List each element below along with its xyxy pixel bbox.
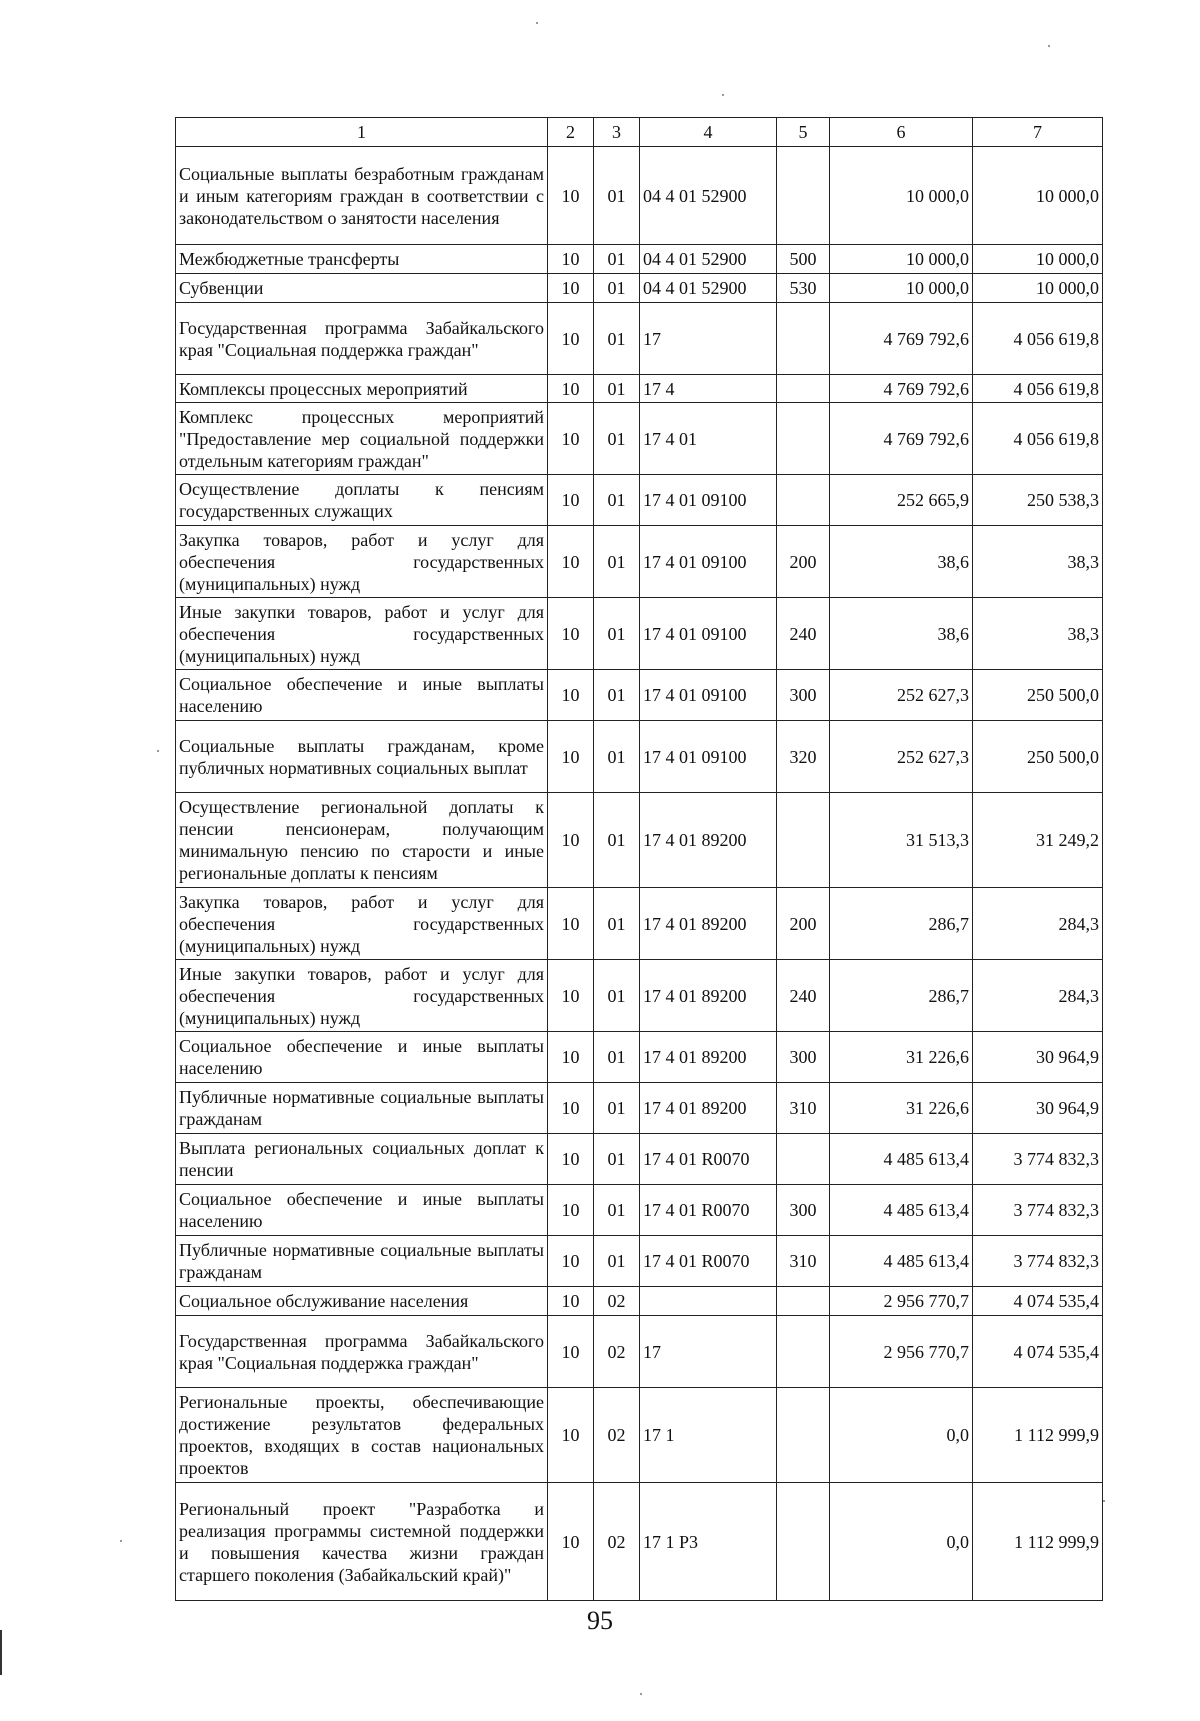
- expense-type-code: [777, 1388, 830, 1483]
- expense-type-code: [777, 1483, 830, 1601]
- subsection-code: 01: [594, 1236, 640, 1287]
- amount-year-2: 1 112 999,9: [973, 1483, 1103, 1601]
- amount-year-2: 10 000,0: [973, 147, 1103, 245]
- amount-year-1: 4 485 613,4: [830, 1236, 973, 1287]
- item-name: Социальные выплаты безработным гражданам и иным категориям граждан в соответствии с законодательством о занятости населения: [176, 147, 548, 245]
- subsection-code: 01: [594, 1134, 640, 1185]
- item-name: Региональный проект "Разработка и реализация программы системной поддержки и повышения качества жизни граждан старшего поколения (Забайкальский край)": [176, 1483, 548, 1601]
- section-code: 10: [548, 375, 594, 403]
- section-code: 10: [548, 526, 594, 598]
- expense-type-code: 240: [777, 960, 830, 1032]
- table-row: [176, 1388, 1103, 1483]
- amount-year-1: 10 000,0: [830, 274, 973, 303]
- item-name: Государственная программа Забайкальского края "Социальная поддержка граждан": [176, 303, 548, 375]
- table-row: [176, 960, 1103, 1032]
- column-header-5: 5: [777, 118, 830, 147]
- amount-year-2: 3 774 832,3: [973, 1134, 1103, 1185]
- amount-year-1: 286,7: [830, 960, 973, 1032]
- expense-type-code: 200: [777, 526, 830, 598]
- amount-year-1: 2 956 770,7: [830, 1287, 973, 1316]
- subsection-code: 02: [594, 1287, 640, 1316]
- table-row: [176, 1032, 1103, 1083]
- subsection-code: 01: [594, 721, 640, 793]
- amount-year-2: 3 774 832,3: [973, 1185, 1103, 1236]
- expense-type-code: [777, 475, 830, 526]
- target-article-code: 17: [640, 303, 777, 375]
- target-article-code: 04 4 01 52900: [640, 274, 777, 303]
- subsection-code: 01: [594, 888, 640, 960]
- section-code: 10: [548, 1083, 594, 1134]
- scan-speck: [722, 94, 724, 96]
- amount-year-2: 284,3: [973, 960, 1103, 1032]
- item-name: Субвенции: [176, 274, 548, 303]
- section-code: 10: [548, 1287, 594, 1316]
- table-row: [176, 403, 1103, 475]
- table-row: [176, 1083, 1103, 1134]
- amount-year-1: 10 000,0: [830, 147, 973, 245]
- target-article-code: 17 4: [640, 375, 777, 403]
- section-code: 10: [548, 960, 594, 1032]
- section-code: 10: [548, 793, 594, 888]
- expense-type-code: 300: [777, 1185, 830, 1236]
- item-name: Осуществление региональной доплаты к пенсии пенсионерам, получающим минимальную пенсию по старости и иные региональные доплаты к пенсиям: [176, 793, 548, 888]
- amount-year-1: 4 485 613,4: [830, 1185, 973, 1236]
- item-name: Закупка товаров, работ и услуг для обеспечения государственных (муниципальных) нужд: [176, 888, 548, 960]
- expense-type-code: [777, 147, 830, 245]
- amount-year-2: 30 964,9: [973, 1083, 1103, 1134]
- table-row: [176, 1185, 1103, 1236]
- expense-type-code: 310: [777, 1236, 830, 1287]
- target-article-code: 17: [640, 1316, 777, 1388]
- amount-year-2: 284,3: [973, 888, 1103, 960]
- amount-year-2: 10 000,0: [973, 245, 1103, 274]
- section-code: 10: [548, 1388, 594, 1483]
- table-row: [176, 526, 1103, 598]
- amount-year-2: 4 056 619,8: [973, 375, 1103, 403]
- table-row: [176, 888, 1103, 960]
- column-header-3: 3: [594, 118, 640, 147]
- target-article-code: 17 4 01 09100: [640, 526, 777, 598]
- item-name: Комплекс процессных мероприятий "Предоставление мер социальной поддержки отдельным категориям граждан": [176, 403, 548, 475]
- target-article-code: 17 1: [640, 1388, 777, 1483]
- item-name: Публичные нормативные социальные выплаты гражданам: [176, 1236, 548, 1287]
- target-article-code: 04 4 01 52900: [640, 147, 777, 245]
- subsection-code: 01: [594, 274, 640, 303]
- subsection-code: 01: [594, 1032, 640, 1083]
- amount-year-1: 31 226,6: [830, 1032, 973, 1083]
- column-header-2: 2: [548, 118, 594, 147]
- section-code: 10: [548, 403, 594, 475]
- amount-year-1: 38,6: [830, 526, 973, 598]
- target-article-code: [640, 1287, 777, 1316]
- target-article-code: 17 4 01 R0070: [640, 1236, 777, 1287]
- section-code: 10: [548, 598, 594, 670]
- subsection-code: 01: [594, 526, 640, 598]
- expense-type-code: 200: [777, 888, 830, 960]
- amount-year-1: 10 000,0: [830, 245, 973, 274]
- amount-year-1: 4 769 792,6: [830, 303, 973, 375]
- item-name: Социальное обеспечение и иные выплаты населению: [176, 1185, 548, 1236]
- scan-speck: [536, 22, 538, 24]
- expense-type-code: [777, 1287, 830, 1316]
- subsection-code: 02: [594, 1483, 640, 1601]
- target-article-code: 17 4 01 89200: [640, 793, 777, 888]
- scan-edge-mark: [0, 1630, 2, 1675]
- subsection-code: 02: [594, 1388, 640, 1483]
- table-row: [176, 475, 1103, 526]
- budget-table: [175, 117, 1103, 1601]
- table-row: [176, 793, 1103, 888]
- section-code: 10: [548, 1483, 594, 1601]
- section-code: 10: [548, 147, 594, 245]
- item-name: Выплата региональных социальных доплат к пенсии: [176, 1134, 548, 1185]
- item-name: Закупка товаров, работ и услуг для обеспечения государственных (муниципальных) нужд: [176, 526, 548, 598]
- amount-year-2: 4 056 619,8: [973, 403, 1103, 475]
- amount-year-1: 4 769 792,6: [830, 403, 973, 475]
- section-code: 10: [548, 274, 594, 303]
- amount-year-2: 10 000,0: [973, 274, 1103, 303]
- target-article-code: 17 4 01 89200: [640, 888, 777, 960]
- table-row: [176, 1287, 1103, 1316]
- subsection-code: 01: [594, 375, 640, 403]
- amount-year-2: 31 249,2: [973, 793, 1103, 888]
- subsection-code: 01: [594, 245, 640, 274]
- item-name: Межбюджетные трансферты: [176, 245, 548, 274]
- scan-speck: [120, 1540, 122, 1542]
- scan-speck: [640, 1693, 642, 1695]
- expense-type-code: [777, 793, 830, 888]
- table-row: [176, 375, 1103, 403]
- target-article-code: 17 4 01 89200: [640, 960, 777, 1032]
- page-number: 95: [587, 1606, 613, 1635]
- section-code: 10: [548, 1236, 594, 1287]
- expense-type-code: [777, 375, 830, 403]
- section-code: 10: [548, 1185, 594, 1236]
- expense-type-code: [777, 403, 830, 475]
- table-row: [176, 1316, 1103, 1388]
- column-header-1: 1: [176, 118, 548, 147]
- item-name: Социальное обеспечение и иные выплаты населению: [176, 1032, 548, 1083]
- section-code: 10: [548, 303, 594, 375]
- section-code: 10: [548, 721, 594, 793]
- item-name: Социальные выплаты гражданам, кроме публичных нормативных социальных выплат: [176, 721, 548, 793]
- table-body: [176, 147, 1103, 1601]
- amount-year-1: 0,0: [830, 1388, 973, 1483]
- item-name: Публичные нормативные социальные выплаты гражданам: [176, 1083, 548, 1134]
- item-name: Социальное обслуживание населения: [176, 1287, 548, 1316]
- section-code: 10: [548, 888, 594, 960]
- expense-type-code: 320: [777, 721, 830, 793]
- amount-year-2: 30 964,9: [973, 1032, 1103, 1083]
- subsection-code: 01: [594, 303, 640, 375]
- subsection-code: 01: [594, 1185, 640, 1236]
- expense-type-code: 530: [777, 274, 830, 303]
- item-name: Иные закупки товаров, работ и услуг для обеспечения государственных (муниципальных) нужд: [176, 598, 548, 670]
- scan-speck: [1048, 45, 1050, 47]
- table-row: [176, 245, 1103, 274]
- amount-year-2: 1 112 999,9: [973, 1388, 1103, 1483]
- table-row: [176, 147, 1103, 245]
- table-row: [176, 670, 1103, 721]
- table-row: [176, 721, 1103, 793]
- target-article-code: 04 4 01 52900: [640, 245, 777, 274]
- subsection-code: 01: [594, 793, 640, 888]
- table-row: [176, 598, 1103, 670]
- column-header-4: 4: [640, 118, 777, 147]
- expense-type-code: [777, 1134, 830, 1185]
- subsection-code: 01: [594, 1083, 640, 1134]
- expense-type-code: 300: [777, 1032, 830, 1083]
- amount-year-1: 31 513,3: [830, 793, 973, 888]
- subsection-code: 01: [594, 403, 640, 475]
- item-name: Иные закупки товаров, работ и услуг для обеспечения государственных (муниципальных) нужд: [176, 960, 548, 1032]
- amount-year-1: 0,0: [830, 1483, 973, 1601]
- target-article-code: 17 4 01: [640, 403, 777, 475]
- column-header-6: 6: [830, 118, 973, 147]
- subsection-code: 01: [594, 960, 640, 1032]
- expense-type-code: 300: [777, 670, 830, 721]
- target-article-code: 17 4 01 89200: [640, 1083, 777, 1134]
- target-article-code: 17 4 01 R0070: [640, 1185, 777, 1236]
- target-article-code: 17 1 P3: [640, 1483, 777, 1601]
- item-name: Осуществление доплаты к пенсиям государственных служащих: [176, 475, 548, 526]
- item-name: Комплексы процессных мероприятий: [176, 375, 548, 403]
- subsection-code: 01: [594, 147, 640, 245]
- subsection-code: 02: [594, 1316, 640, 1388]
- scan-speck: [1103, 1500, 1105, 1502]
- amount-year-1: 252 627,3: [830, 670, 973, 721]
- table-row: [176, 1134, 1103, 1185]
- amount-year-2: 3 774 832,3: [973, 1236, 1103, 1287]
- section-code: 10: [548, 245, 594, 274]
- amount-year-1: 252 665,9: [830, 475, 973, 526]
- table-row: [176, 1483, 1103, 1601]
- target-article-code: 17 4 01 09100: [640, 721, 777, 793]
- item-name: Государственная программа Забайкальского края "Социальная поддержка граждан": [176, 1316, 548, 1388]
- target-article-code: 17 4 01 09100: [640, 475, 777, 526]
- expense-type-code: 240: [777, 598, 830, 670]
- section-code: 10: [548, 1032, 594, 1083]
- table-row: [176, 274, 1103, 303]
- table-row: [176, 303, 1103, 375]
- amount-year-2: 4 074 535,4: [973, 1287, 1103, 1316]
- subsection-code: 01: [594, 598, 640, 670]
- amount-year-2: 38,3: [973, 598, 1103, 670]
- subsection-code: 01: [594, 670, 640, 721]
- subsection-code: 01: [594, 475, 640, 526]
- section-code: 10: [548, 475, 594, 526]
- section-code: 10: [548, 670, 594, 721]
- amount-year-2: 250 500,0: [973, 721, 1103, 793]
- amount-year-1: 4 485 613,4: [830, 1134, 973, 1185]
- header-row: [176, 118, 1103, 147]
- expense-type-code: [777, 1316, 830, 1388]
- target-article-code: 17 4 01 R0070: [640, 1134, 777, 1185]
- amount-year-2: 38,3: [973, 526, 1103, 598]
- section-code: 10: [548, 1134, 594, 1185]
- target-article-code: 17 4 01 09100: [640, 670, 777, 721]
- target-article-code: 17 4 01 09100: [640, 598, 777, 670]
- amount-year-1: 2 956 770,7: [830, 1316, 973, 1388]
- amount-year-2: 250 538,3: [973, 475, 1103, 526]
- scan-speck: [157, 750, 159, 752]
- amount-year-1: 4 769 792,6: [830, 375, 973, 403]
- amount-year-1: 38,6: [830, 598, 973, 670]
- amount-year-1: 31 226,6: [830, 1083, 973, 1134]
- expense-type-code: 310: [777, 1083, 830, 1134]
- amount-year-2: 4 056 619,8: [973, 303, 1103, 375]
- item-name: Социальное обеспечение и иные выплаты населению: [176, 670, 548, 721]
- item-name: Региональные проекты, обеспечивающие достижение результатов федеральных проектов, входящих в состав национальных проектов: [176, 1388, 548, 1483]
- expense-type-code: [777, 303, 830, 375]
- amount-year-2: 4 074 535,4: [973, 1316, 1103, 1388]
- table-row: [176, 1236, 1103, 1287]
- amount-year-1: 286,7: [830, 888, 973, 960]
- section-code: 10: [548, 1316, 594, 1388]
- amount-year-2: 250 500,0: [973, 670, 1103, 721]
- expense-type-code: 500: [777, 245, 830, 274]
- amount-year-1: 252 627,3: [830, 721, 973, 793]
- target-article-code: 17 4 01 89200: [640, 1032, 777, 1083]
- column-header-7: 7: [973, 118, 1103, 147]
